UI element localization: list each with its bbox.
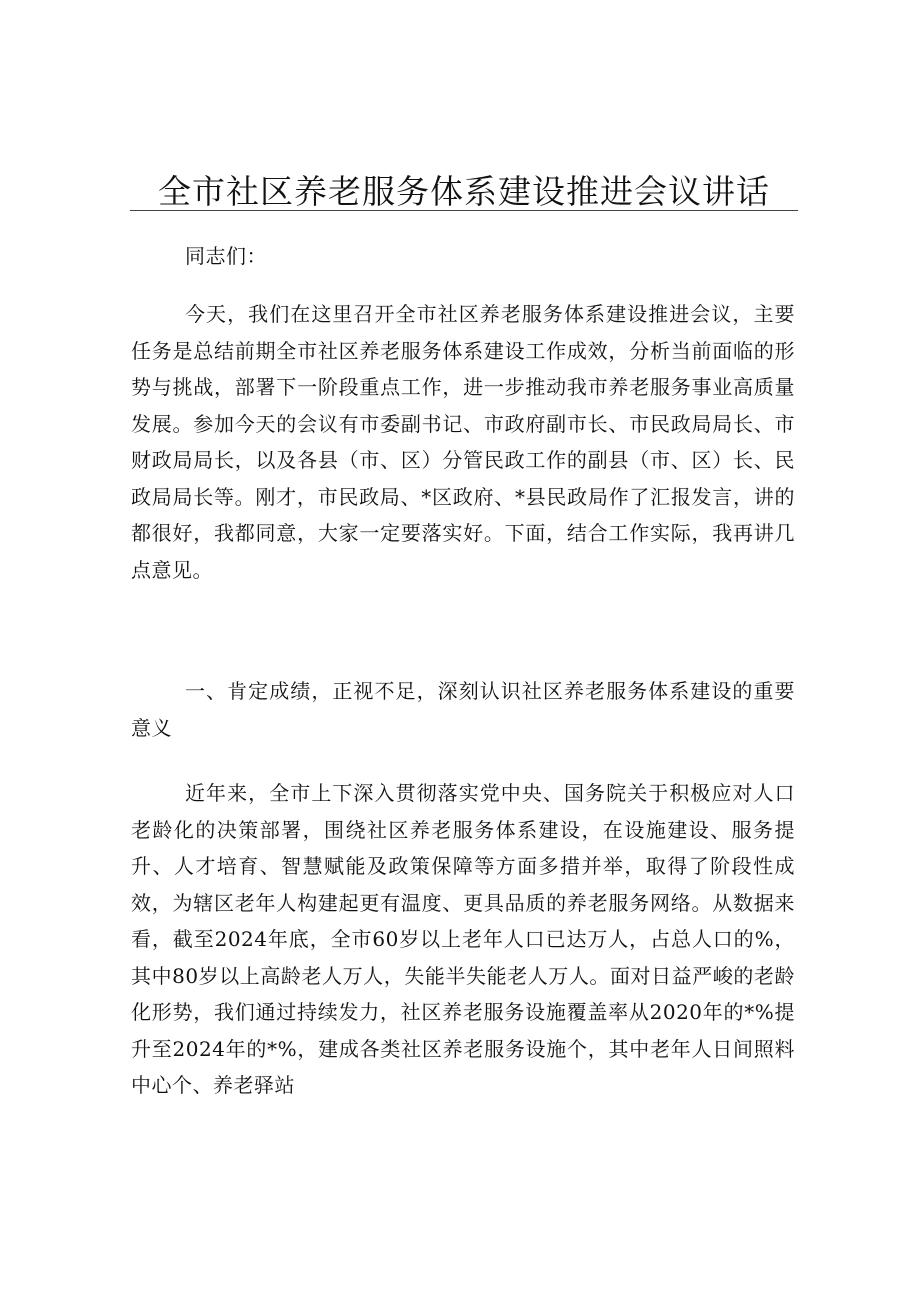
title-underline — [130, 210, 798, 211]
document-title: 全市社区养老服务体系建设推进会议讲话 — [158, 172, 770, 211]
section-heading-1: 一、肯定成绩，正视不足，深刻认识社区养老服务体系建设的重要意义 — [131, 679, 795, 740]
greeting: 同志们： — [185, 244, 267, 268]
paragraph-intro: 今天，我们在这里召开全市社区养老服务体系建设推进会议，主要任务是总结前期全市社区养老服务体系建设工作成效，分析当前面临的形势与挑战，部署下一阶段重点工作，进一步推动我市养老服务事业高质量发展。参加今天的会议有市委副书记、市政府副市长、市民政局局长、市财政局局长，以及各县（市、区）分管民政工作的副县（市、区）长、民政局局长等。刚才，市民政局、*区政府、*县民政局作了汇报发言，讲的都很好，我都同意，大家一定要落实好。下面，结合工作实际，我再讲几点意见。 — [131, 302, 795, 582]
paragraph-achievements: 近年来，全市上下深入贯彻落实党中央、国务院关于积极应对人口老龄化的决策部署，围绕社区养老服务体系建设，在设施建设、服务提升、人才培育、智慧赋能及政策保障等方面多措并举，取得了阶段性成效，为辖区老年人构建起更有温度、更具品质的养老服务网络。从数据来看，截至2024年底，全市60岁以上老年人口已达万人，占总人口的%，其中80岁以上高龄老人万人，失能半失能老人万人。面对日益严峻的老龄化形势，我们通过持续发力，社区养老服务设施覆盖率从2020年的*%提升至2024年的*%，建成各类社区养老服务设施个，其中老年人日间照料中心个、养老驿站 — [131, 781, 795, 1097]
